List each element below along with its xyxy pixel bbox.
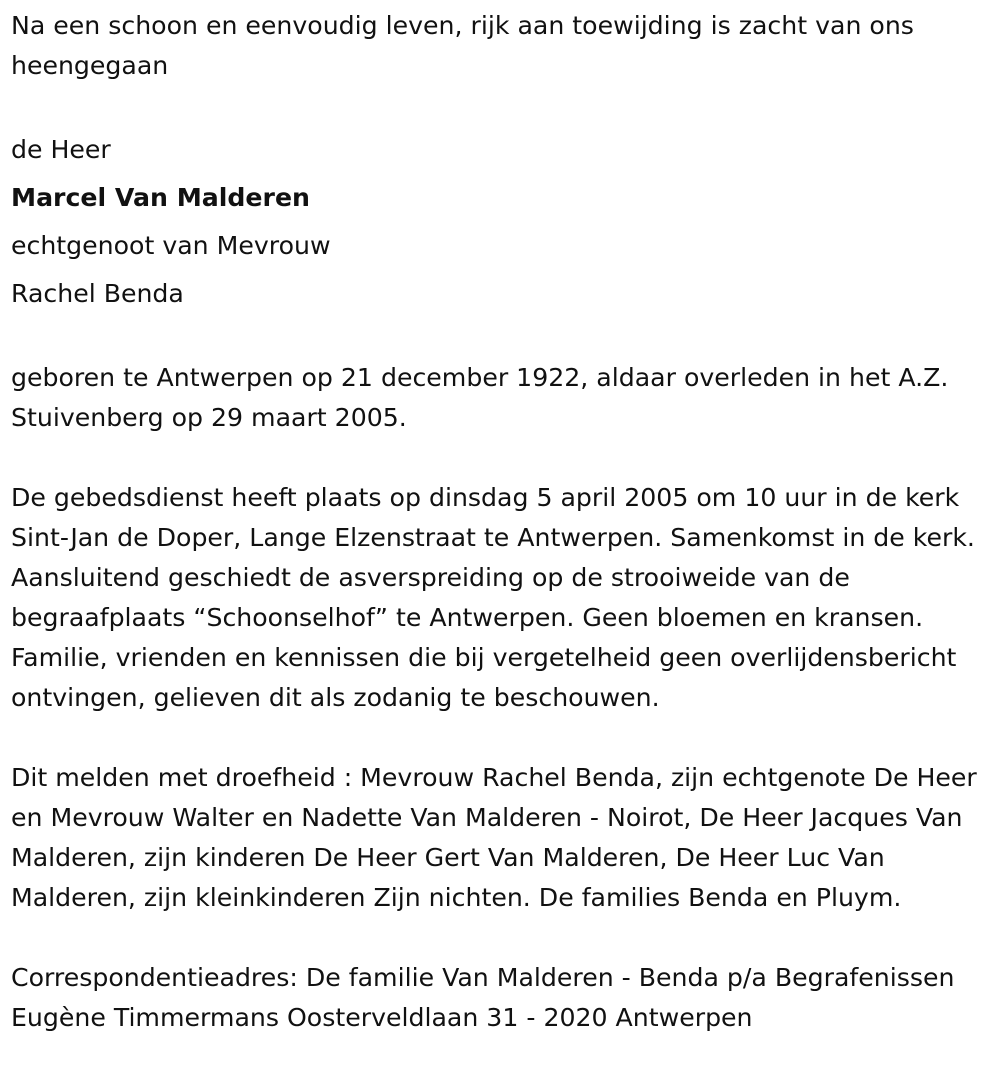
deceased-name: Marcel Van Malderen [11,183,310,212]
spacer [11,318,990,358]
service-text: De gebedsdienst heeft plaats op dinsdag 5 april 2005 om 10 uur in de kerk Sint-Jan de Doper, Lange Elzenstraat te Antwerpen. Samenkomst in de kerk. Aansluitend geschiedt de asverspreiding op de strooiweide van de begraafplaats “Schoonselhof” te Antwerpen. Geen bloemen en kransen. Familie, vrienden en kennissen die bij vergetelheid geen overlijdensbericht ontvingen, gelieven dit als zodanig te beschouwen. [11,483,975,712]
spacer [11,718,990,758]
correspondence-text: Correspondentieadres: De familie Van Malderen - Benda p/a Begrafenissen Eugène Timmermans Oosterveldlaan 31 - 2020 Antwerpen [11,963,955,1032]
spouse-name: Rachel Benda [11,279,184,308]
spacer [11,438,990,478]
spacer [11,918,990,958]
title-text: de Heer [11,135,111,164]
intro-text: Na een schoon en eenvoudig leven, rijk aan toewijding is zacht van ons heengegaan [11,11,914,80]
mourners-text: Dit melden met droefheid : Mevrouw Rachel Benda, zijn echtgenote De Heer en Mevrouw Walter en Nadette Van Malderen - Noirot, De Heer Jacques Van Malderen, zijn kinderen De Heer Gert Van Malderen, De Heer Luc Van Malderen, zijn kleinkinderen Zijn nichten. De families Benda en Pluym. [11,763,977,912]
birth-death-text: geboren te Antwerpen op 21 december 1922, aldaar overleden in het A.Z. Stuivenberg op 29 maart 2005. [11,363,949,432]
spacer [11,86,990,126]
spouse-line: echtgenoot van Mevrouw [11,231,331,260]
